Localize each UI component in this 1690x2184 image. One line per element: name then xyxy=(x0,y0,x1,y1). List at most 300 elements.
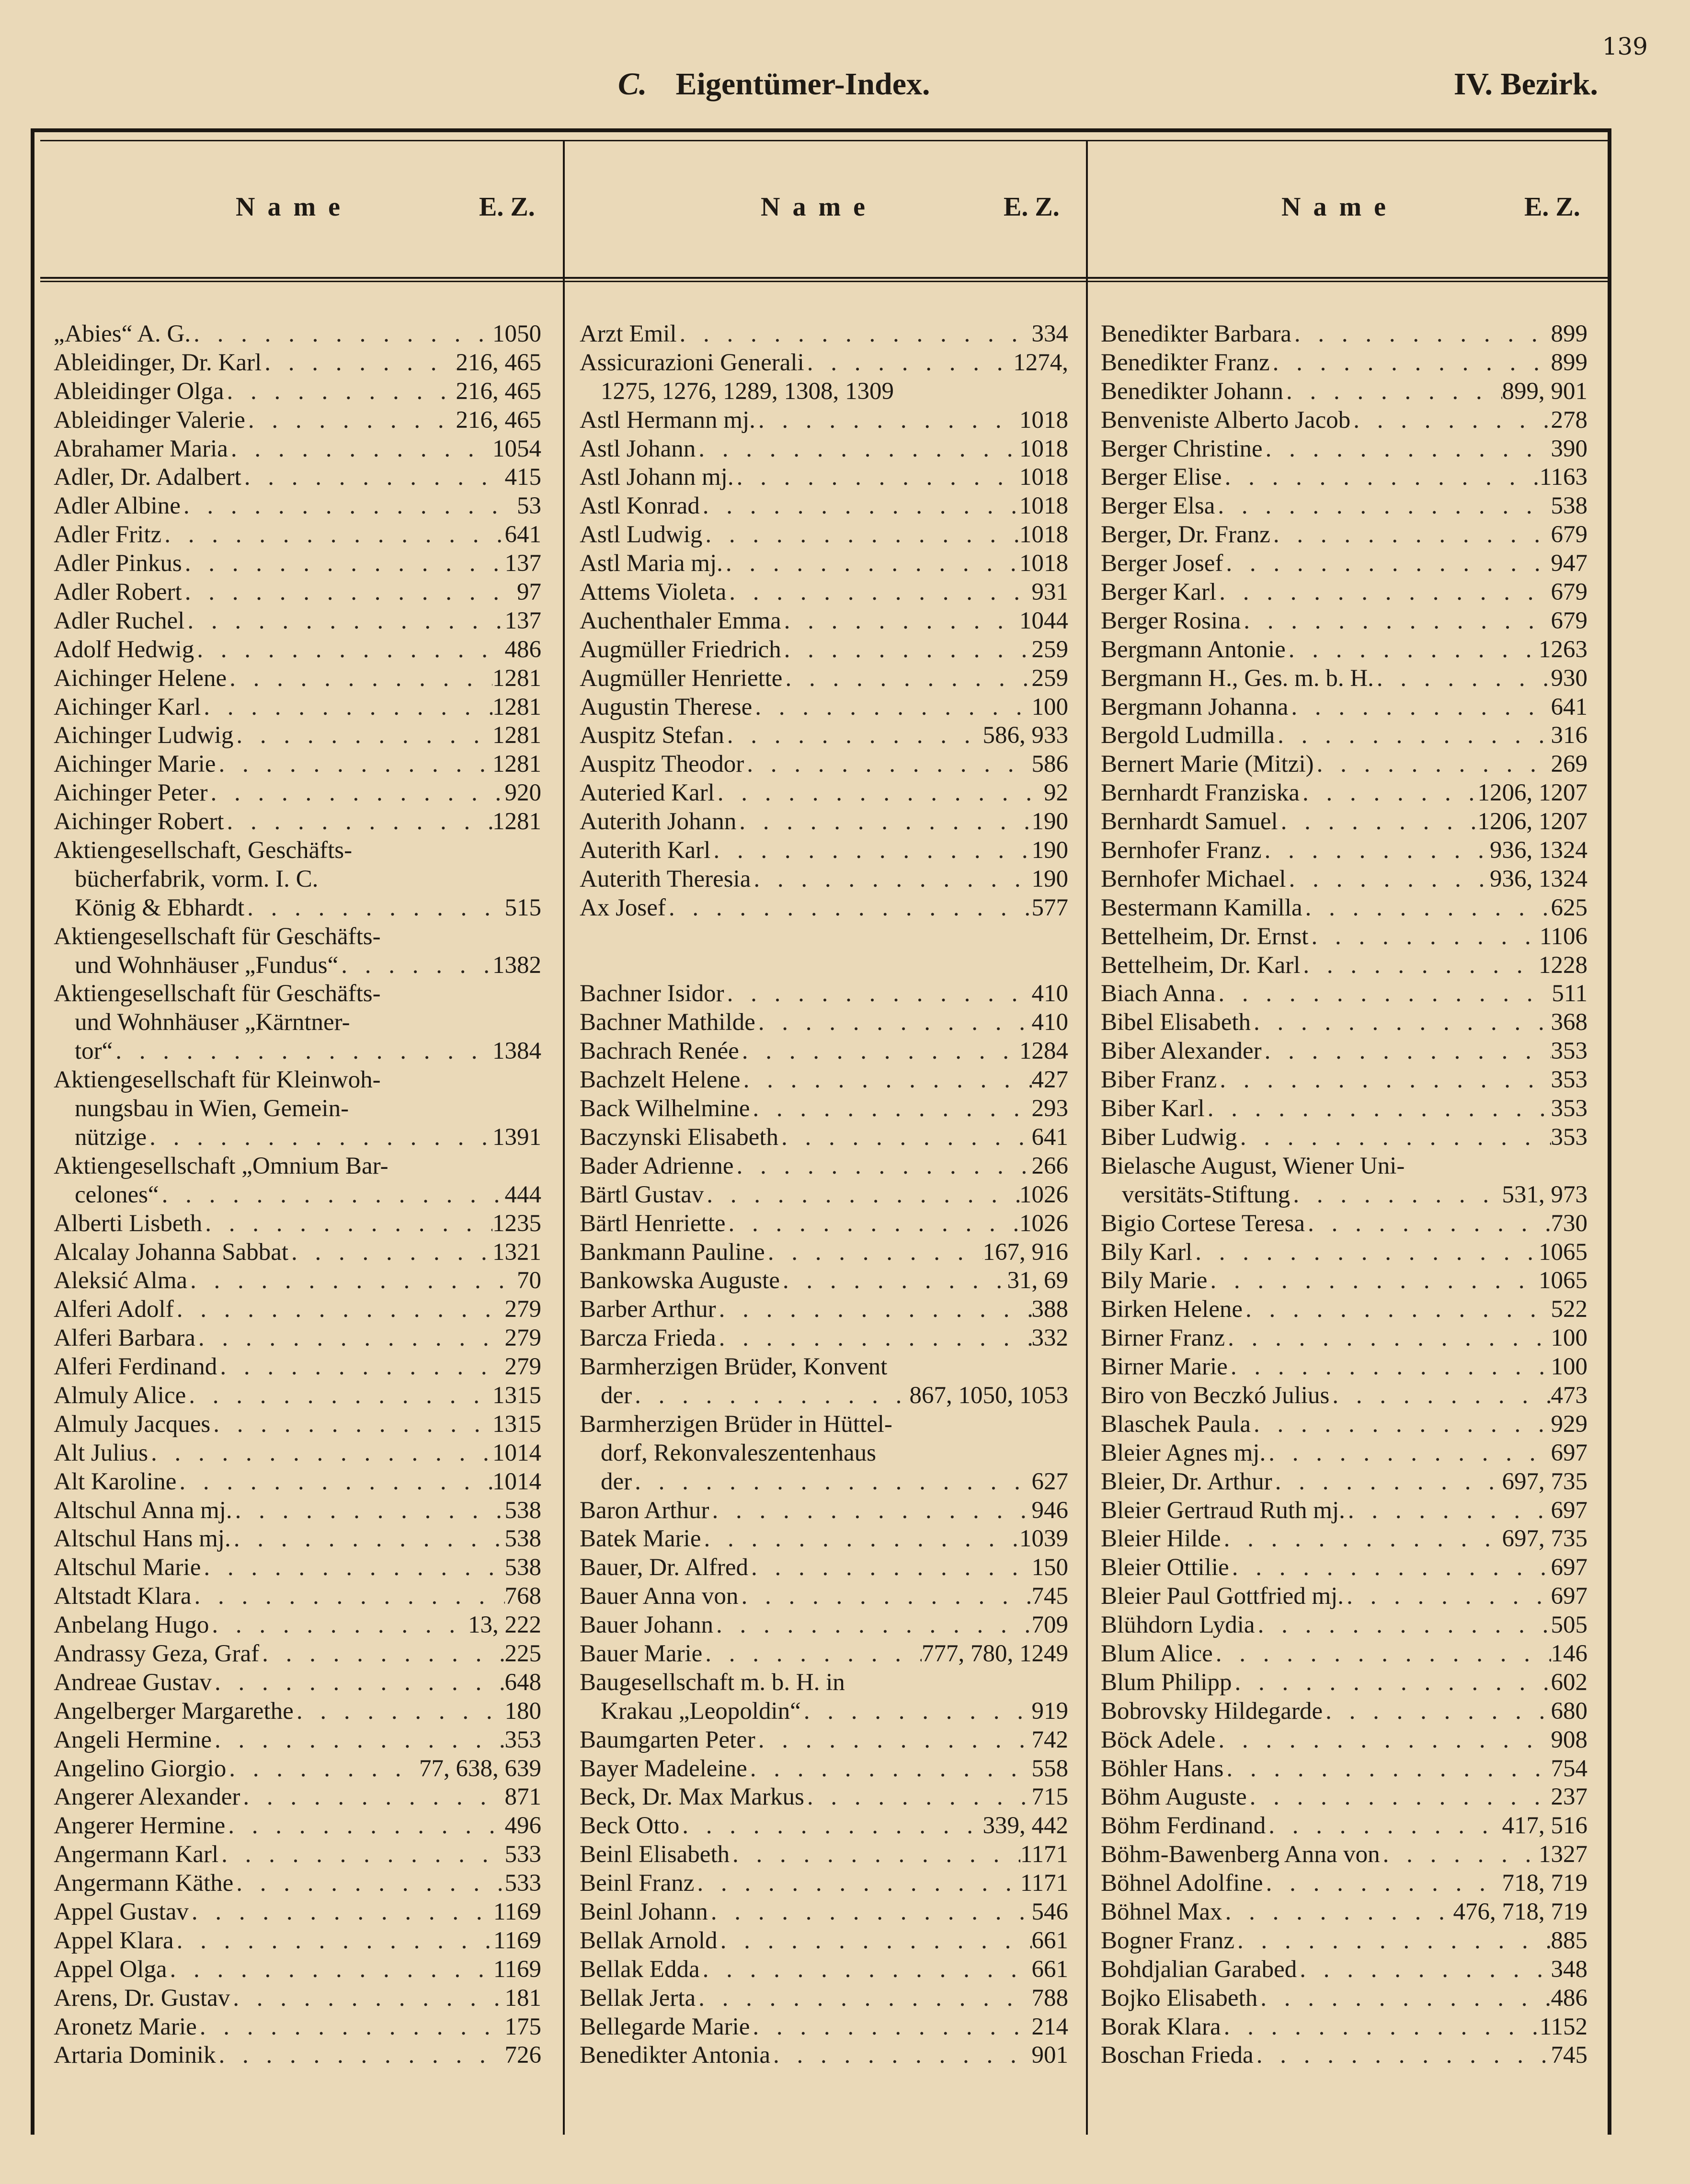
index-entry xyxy=(580,1123,1068,1152)
index-entry xyxy=(1101,406,1587,435)
dot-leader xyxy=(241,463,505,492)
index-entry xyxy=(1101,750,1587,779)
index-entry xyxy=(1101,1008,1587,1037)
ez-number: 175 xyxy=(504,2013,541,2040)
owner-name: Astl Johann mj. xyxy=(580,464,734,491)
ez-number: 625 xyxy=(1551,894,1587,921)
ez-number: 444 xyxy=(504,1181,541,1208)
index-entry-continuation xyxy=(54,951,541,980)
ez-number: 931 xyxy=(1031,579,1068,606)
ez-number: 353 xyxy=(1551,1038,1587,1065)
ez-number: 473 xyxy=(1551,1382,1587,1409)
ez-number: 1235 xyxy=(492,1210,541,1237)
owner-name: Altschul Marie xyxy=(54,1554,201,1581)
ez-number: 1382 xyxy=(492,951,541,979)
ez-number: 929 xyxy=(1551,1410,1587,1438)
ez-number: 390 xyxy=(1551,435,1587,462)
index-entry xyxy=(1101,836,1587,865)
index-entry xyxy=(1101,808,1587,836)
owner-name: Bily Karl xyxy=(1101,1238,1193,1266)
index-entry xyxy=(580,521,1068,549)
ez-number: 1018 xyxy=(1019,435,1068,462)
owner-name: Aichinger Marie xyxy=(54,751,216,778)
dot-leader xyxy=(224,377,456,406)
dot-leader xyxy=(1263,435,1551,464)
dot-leader xyxy=(1222,1898,1453,1927)
ez-number: 930 xyxy=(1551,664,1587,692)
ez-number: 533 xyxy=(504,1870,541,1897)
index-entry xyxy=(1101,1066,1587,1095)
ez-number: 531, 973 xyxy=(1502,1181,1587,1208)
dot-leader xyxy=(189,1898,493,1927)
owner-name: Baron Arthur xyxy=(580,1497,709,1524)
index-entry xyxy=(54,1238,541,1267)
owner-name: Bankmann Pauline xyxy=(580,1238,765,1266)
ez-number: 388 xyxy=(1031,1296,1068,1323)
dot-leader xyxy=(216,750,492,779)
owner-name: Angelberger Margarethe xyxy=(54,1697,294,1725)
dot-leader xyxy=(212,1669,505,1697)
owner-name: Auterith Johann xyxy=(580,808,737,835)
ez-number: 1281 xyxy=(492,751,541,778)
index-entry xyxy=(54,1382,541,1410)
owner-name: Bernhofer Michael xyxy=(1101,865,1286,892)
ez-number: 332 xyxy=(1031,1325,1068,1352)
owner-name: Bachzelt Helene xyxy=(580,1066,741,1094)
dot-leader xyxy=(716,1295,1032,1324)
index-entry xyxy=(1101,779,1587,808)
dot-leader xyxy=(201,693,492,722)
column-header-name-3: Name xyxy=(1281,192,1398,222)
column-divider-1 xyxy=(563,140,565,2135)
dot-leader xyxy=(1223,549,1551,578)
owner-name: Berger Josef xyxy=(1101,550,1223,577)
dot-leader xyxy=(209,1611,468,1640)
index-entry xyxy=(1101,1439,1587,1468)
owner-name: Ableidinger Olga xyxy=(54,377,224,405)
ez-number: 53 xyxy=(517,492,541,520)
ez-number: 885 xyxy=(1551,1927,1587,1954)
index-entry xyxy=(1101,2013,1587,2042)
dot-leader xyxy=(708,1898,1032,1927)
dot-leader xyxy=(226,1755,419,1784)
index-entry xyxy=(580,664,1068,693)
owner-name: Auterith Karl xyxy=(580,837,711,864)
owner-name: Appel Olga xyxy=(54,1955,167,1983)
dot-leader xyxy=(1266,1439,1551,1468)
index-entry xyxy=(580,808,1068,836)
ez-number: 137 xyxy=(504,607,541,634)
dot-leader xyxy=(1266,1812,1502,1841)
ez-number: 190 xyxy=(1031,808,1068,835)
dot-leader xyxy=(288,1238,492,1267)
index-entry xyxy=(1101,980,1587,1008)
ez-number: 1391 xyxy=(492,1123,541,1151)
dot-leader xyxy=(1257,1984,1551,2013)
dot-leader xyxy=(710,836,1031,865)
owner-name: Alberti Lisbeth xyxy=(54,1210,203,1237)
owner-name: Bestermann Kamilla xyxy=(1101,894,1302,921)
dot-leader xyxy=(186,1382,492,1410)
dot-leader xyxy=(1288,693,1551,722)
index-entry xyxy=(1101,1898,1587,1927)
index-entry xyxy=(1101,1324,1587,1353)
frame-inner-rule xyxy=(40,140,1609,141)
ez-number: 946 xyxy=(1031,1497,1068,1524)
owner-name: Bleier Hilde xyxy=(1101,1525,1221,1553)
index-entry xyxy=(580,320,1068,349)
ez-number: 427 xyxy=(1031,1066,1068,1094)
owner-name: Auchenthaler Emma xyxy=(580,607,781,634)
index-entry xyxy=(1101,1295,1587,1324)
owner-name: Aleksić Alma xyxy=(54,1267,188,1294)
dot-leader xyxy=(1283,377,1502,406)
dot-leader xyxy=(1300,951,1539,980)
ez-number: 348 xyxy=(1551,1955,1587,1983)
owner-name: Altschul Hans mj. xyxy=(54,1525,231,1553)
dot-leader xyxy=(174,1927,493,1955)
ez-number: 788 xyxy=(1031,1984,1068,2012)
dot-leader xyxy=(1232,1669,1551,1697)
owner-name: Biber Alexander xyxy=(1101,1038,1262,1065)
dot-leader xyxy=(1297,1955,1551,1984)
index-entry xyxy=(54,1468,541,1497)
ez-number: 70 xyxy=(517,1267,541,1294)
index-entry xyxy=(1101,349,1587,377)
index-entry xyxy=(580,1984,1068,2013)
ez-number: 754 xyxy=(1551,1755,1587,1782)
owner-name: dorf, Rekonvaleszentenhaus xyxy=(601,1439,876,1466)
index-entry xyxy=(580,1582,1068,1611)
dot-leader xyxy=(1345,1497,1551,1525)
dot-leader xyxy=(1243,1295,1551,1324)
ez-number: 920 xyxy=(504,779,541,807)
dot-leader xyxy=(230,1984,504,2013)
ez-number: 899, 901 xyxy=(1502,377,1587,405)
dot-leader xyxy=(217,1353,504,1382)
ez-number: 1065 xyxy=(1539,1238,1587,1266)
dot-leader xyxy=(1251,1008,1551,1037)
owner-name: Alferi Barbara xyxy=(54,1325,195,1352)
ez-number: 505 xyxy=(1551,1612,1587,1639)
ez-number: 697, 735 xyxy=(1502,1468,1587,1495)
index-entry xyxy=(1101,721,1587,750)
ez-number: 1274, xyxy=(1013,349,1068,376)
owner-name: Benveniste Alberto Jacob xyxy=(1101,406,1351,434)
owner-name: Alferi Adolf xyxy=(54,1296,174,1323)
ez-number: 97 xyxy=(517,579,541,606)
dot-leader xyxy=(174,1295,505,1324)
dot-leader xyxy=(700,1955,1032,1984)
ez-number: 901 xyxy=(1031,2042,1068,2069)
index-entry xyxy=(54,664,541,693)
ez-number: 1169 xyxy=(493,1898,541,1925)
owner-name: Aktiengesellschaft für Kleinwoh- xyxy=(54,1066,381,1094)
owner-name: Aichinger Helene xyxy=(54,664,227,692)
ez-number: 1018 xyxy=(1019,464,1068,491)
dot-leader xyxy=(1225,1324,1551,1353)
owner-name: Bernhardt Franziska xyxy=(1101,779,1300,807)
dot-leader xyxy=(734,463,1019,492)
index-entry xyxy=(1101,578,1587,607)
dot-leader xyxy=(1229,1554,1551,1582)
index-entry xyxy=(54,492,541,521)
ez-number: 679 xyxy=(1551,579,1587,606)
owner-name: Barber Arthur xyxy=(580,1296,716,1323)
index-entry xyxy=(1101,1210,1587,1238)
index-entry xyxy=(1101,1869,1587,1898)
column-header-row xyxy=(0,192,1690,230)
ez-number: 641 xyxy=(1031,1123,1068,1151)
index-entry xyxy=(1101,1841,1587,1869)
ez-number: 641 xyxy=(1551,693,1587,720)
ez-number: 899 xyxy=(1551,320,1587,347)
index-entry xyxy=(580,894,1068,923)
dot-leader xyxy=(216,2041,505,2070)
index-entry xyxy=(580,1210,1068,1238)
owner-name: Angerer Hermine xyxy=(54,1812,226,1840)
ez-number: 1018 xyxy=(1019,521,1068,549)
dot-leader xyxy=(700,492,1019,521)
owner-name: Bettelheim, Dr. Karl xyxy=(1101,951,1301,979)
ez-number: 745 xyxy=(1551,2042,1587,2069)
index-entry xyxy=(580,549,1068,578)
index-entry xyxy=(580,779,1068,808)
owner-name: Bily Marie xyxy=(1101,1267,1208,1294)
index-entry xyxy=(580,463,1068,492)
dot-leader xyxy=(704,1181,1019,1210)
index-entry xyxy=(54,2013,541,2042)
index-entry xyxy=(54,1582,541,1611)
section-title-text: Eigentümer-Index. xyxy=(675,67,930,102)
dot-leader xyxy=(1323,1697,1551,1726)
ez-number: 718, 719 xyxy=(1502,1870,1587,1897)
index-entry xyxy=(54,1640,541,1669)
owner-name: Bigio Cortese Teresa xyxy=(1101,1210,1305,1237)
dot-leader xyxy=(192,1582,505,1611)
owner-name: Berger, Dr. Franz xyxy=(1101,521,1270,549)
ez-number: 1014 xyxy=(492,1439,541,1466)
index-entry xyxy=(54,1267,541,1295)
index-entry xyxy=(1101,1582,1587,1611)
owner-name: Bauer Marie xyxy=(580,1640,703,1667)
index-entry xyxy=(1101,1669,1587,1697)
dot-leader xyxy=(801,1697,1032,1726)
dot-leader xyxy=(696,1984,1031,2013)
owner-name: Astl Hermann mj. xyxy=(580,406,755,434)
dot-leader xyxy=(781,636,1032,664)
index-entry xyxy=(1101,951,1587,980)
ez-number: 697 xyxy=(1551,1439,1587,1466)
owner-name: celones“ xyxy=(75,1181,159,1208)
dot-leader xyxy=(755,406,1019,435)
ez-number: 777, 780, 1249 xyxy=(922,1640,1068,1667)
ez-number: 279 xyxy=(504,1353,541,1381)
owner-name: Adler Ruchel xyxy=(54,607,185,634)
ez-number: 661 xyxy=(1031,1955,1068,1983)
index-entry-continuation xyxy=(54,1123,541,1152)
index-entry xyxy=(1101,1267,1587,1295)
owner-name: Arzt Emil xyxy=(580,320,677,347)
ez-number: 1018 xyxy=(1019,550,1068,577)
owner-name: Angelino Giorgio xyxy=(54,1755,227,1782)
index-entry xyxy=(54,2041,541,2070)
owner-name: Alferi Ferdinand xyxy=(54,1353,217,1381)
index-entry xyxy=(54,721,541,750)
owner-name: Adler Albine xyxy=(54,492,181,520)
owner-name: Biro von Beczkó Julius xyxy=(1101,1382,1330,1409)
ez-number: 353 xyxy=(1551,1066,1587,1094)
owner-name: versitäts-Stiftung xyxy=(1122,1181,1290,1208)
index-entry xyxy=(1101,1611,1587,1640)
index-entry xyxy=(54,1841,541,1869)
owner-name: Ableidinger, Dr. Karl xyxy=(54,349,262,376)
dot-leader xyxy=(294,1697,505,1726)
dot-leader xyxy=(747,1755,1032,1784)
owner-name: Alcalay Johanna Sabbat xyxy=(54,1238,289,1266)
ez-number: 31, 69 xyxy=(1007,1267,1068,1294)
index-entry xyxy=(54,980,541,1008)
index-entry xyxy=(580,721,1068,750)
index-entry xyxy=(1101,1726,1587,1755)
owner-name: Astl Johann xyxy=(580,435,696,462)
owner-name: Birken Helene xyxy=(1101,1296,1243,1323)
ez-number: 339, 442 xyxy=(982,1812,1068,1840)
ez-number: 1284 xyxy=(1019,1038,1068,1065)
ez-number: 1315 xyxy=(492,1410,541,1438)
index-entry xyxy=(54,1525,541,1554)
owner-name: Barcza Frieda xyxy=(580,1325,716,1352)
owner-name: Berger Karl xyxy=(1101,579,1217,606)
index-entry xyxy=(54,320,541,349)
index-entry-continuation xyxy=(54,1037,541,1066)
index-entry xyxy=(54,636,541,664)
owner-name: Auspitz Theodor xyxy=(580,751,744,778)
index-entry xyxy=(1101,1152,1587,1181)
ez-number: 1206, 1207 xyxy=(1477,808,1587,835)
index-entry xyxy=(1101,1640,1587,1669)
owner-name: Bleier Agnes mj. xyxy=(1101,1439,1266,1466)
index-entry xyxy=(54,1984,541,2013)
owner-name: Berger Elsa xyxy=(1101,492,1215,520)
owner-name: Beck Otto xyxy=(580,1812,680,1840)
dot-leader xyxy=(184,607,504,636)
header-rule xyxy=(40,277,1610,279)
owner-name: Bader Adrienne xyxy=(580,1152,734,1179)
owner-name: Astl Maria mj. xyxy=(580,550,723,577)
owner-name: Auterith Theresia xyxy=(580,865,751,892)
index-entry xyxy=(1101,521,1587,549)
dot-leader xyxy=(245,406,456,435)
dot-leader xyxy=(713,1611,1031,1640)
index-entry-continuation xyxy=(580,1382,1068,1410)
index-entry xyxy=(54,1755,541,1784)
dot-leader xyxy=(1262,836,1490,865)
dot-leader xyxy=(1290,1181,1502,1210)
dot-leader xyxy=(679,1812,982,1841)
owner-name: Bellak Jerta xyxy=(580,1984,696,2012)
owner-name: Bauer Anna von xyxy=(580,1583,739,1610)
owner-name: Beinl Johann xyxy=(580,1898,708,1925)
ez-number: 100 xyxy=(1031,693,1068,720)
owner-name: Blühdorn Lydia xyxy=(1101,1612,1255,1639)
owner-name: Böhm-Bawenberg Anna von xyxy=(1101,1841,1380,1868)
dot-leader xyxy=(1207,1267,1539,1295)
ez-number: 1152 xyxy=(1539,2013,1587,2040)
index-entry xyxy=(54,1927,541,1955)
index-entry xyxy=(580,1841,1068,1869)
ez-number: 1169 xyxy=(493,1927,541,1954)
index-entry xyxy=(1101,1955,1587,1984)
ez-number: 533 xyxy=(504,1841,541,1868)
dot-leader xyxy=(1374,664,1551,693)
owner-name: Aichinger Robert xyxy=(54,808,224,835)
ez-number: 538 xyxy=(1551,492,1587,520)
index-entry xyxy=(580,1554,1068,1582)
owner-name: Benedikter Barbara xyxy=(1101,320,1291,347)
owner-name: Böhm Auguste xyxy=(1101,1784,1247,1811)
owner-name: Barmherzigen Brüder in Hüttel- xyxy=(580,1410,892,1438)
dot-leader xyxy=(765,1238,983,1267)
dot-leader xyxy=(218,1841,504,1869)
index-entry xyxy=(54,1955,541,1984)
ez-number: 279 xyxy=(504,1296,541,1323)
dot-leader xyxy=(741,1066,1032,1095)
dot-leader xyxy=(207,779,504,808)
owner-name: Bleier Ottilie xyxy=(1101,1554,1229,1581)
index-entry xyxy=(1101,1353,1587,1382)
owner-name: 1275, 1276, 1289, 1308, 1309 xyxy=(601,377,894,405)
dot-leader xyxy=(715,779,1044,808)
dot-leader xyxy=(1275,721,1551,750)
dot-leader xyxy=(262,349,456,377)
dot-leader xyxy=(1254,2041,1551,2070)
owner-name: Berger Rosina xyxy=(1101,607,1241,634)
dot-leader xyxy=(804,1783,1032,1812)
dot-leader xyxy=(231,1525,505,1554)
section-title xyxy=(618,66,930,103)
ez-number: 216, 465 xyxy=(456,377,541,405)
dot-leader xyxy=(244,894,504,923)
dot-leader xyxy=(1192,1238,1539,1267)
owner-name: Barmherzigen Brüder, Konvent xyxy=(580,1353,888,1381)
dot-leader xyxy=(1247,1783,1551,1812)
owner-name: Attems Violeta xyxy=(580,579,727,606)
dot-leader xyxy=(1272,1468,1502,1497)
dot-leader xyxy=(781,607,1019,636)
owner-name: Biber Karl xyxy=(1101,1095,1205,1122)
index-column-2 xyxy=(580,320,1068,2070)
index-entry xyxy=(1101,607,1587,636)
dot-leader xyxy=(1344,1582,1551,1611)
ez-number: 715 xyxy=(1031,1784,1068,1811)
index-entry xyxy=(1101,2041,1587,2070)
ez-number: 269 xyxy=(1551,751,1587,778)
blank-line xyxy=(580,923,1068,951)
ez-number: 368 xyxy=(1551,1009,1587,1036)
ez-number: 697 xyxy=(1551,1583,1587,1610)
index-entry-continuation xyxy=(54,865,541,894)
dot-leader xyxy=(694,1869,1020,1898)
dot-leader xyxy=(736,808,1031,836)
dot-leader xyxy=(197,2013,505,2042)
owner-name: Bernhardt Samuel xyxy=(1101,808,1278,835)
dot-leader xyxy=(738,1582,1031,1611)
dot-leader xyxy=(724,980,1032,1008)
owner-name: Bernhofer Franz xyxy=(1101,837,1262,864)
owner-name: Adler Robert xyxy=(54,579,182,606)
dot-leader xyxy=(666,894,1032,923)
